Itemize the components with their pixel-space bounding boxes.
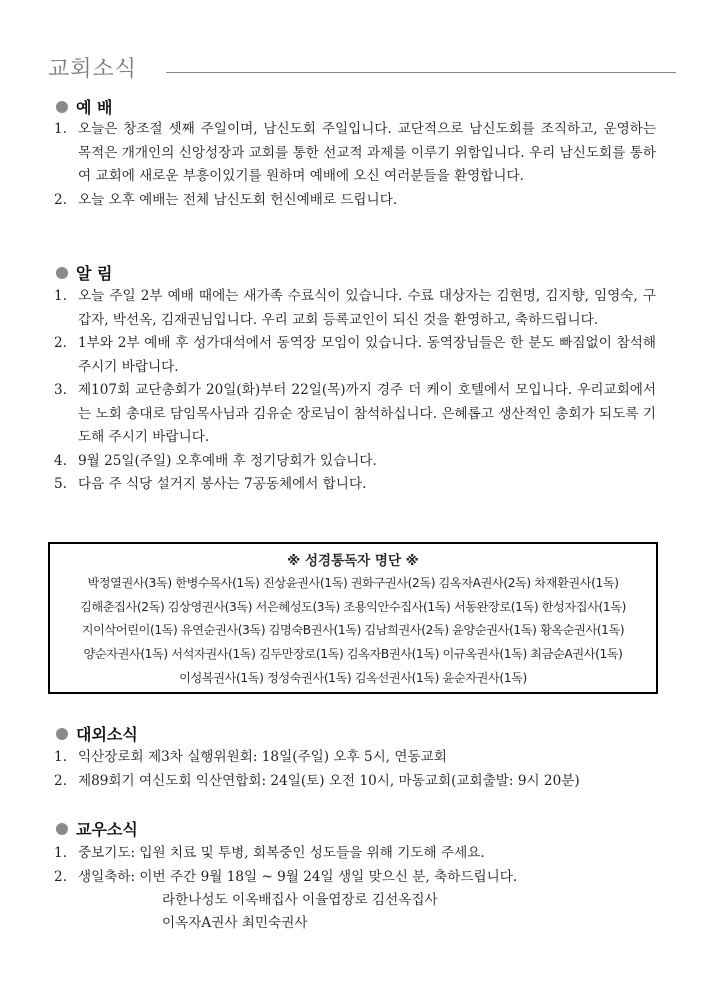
worship-list <box>54 118 656 212</box>
section-heading-external <box>56 722 138 745</box>
members-list <box>54 842 656 889</box>
section-heading-worship <box>56 95 112 118</box>
circle-bullet-icon <box>56 267 68 279</box>
notices-list <box>54 285 656 497</box>
list-item: 1. 오늘 주일 2부 예배 때에는 새가족 수료식이 있습니다. 수료 대상자는 김현명, 김지향, 임영숙, 구갑자, 박선옥, 김재권님입니다. 우리 교회 등록교인이 되신 것을 환영하고, 축하드립니다. <box>54 288 656 328</box>
list-item: 1. 오늘은 창조절 셋째 주일이며, 남신도회 주일입니다. 교단적으로 남신도회를 조직하고, 운영하는 목적은 개개인의 신앙성장과 교회를 통한 선교적 과제를 이루기 위함입니다. 우리 남신도회를 통하여 교회에 새로운 부흥이있기를 원하며 예배에 오신 여러분들을 환영합니다. <box>54 121 656 184</box>
list-item: 5. 다음 주 식당 설거지 봉사는 7공동체에서 합니다. <box>54 476 367 492</box>
list-item: 2. 제89회기 여신도회 익산연합회: 24일(토) 오전 10시, 마동교회(교회출발: 9시 20분) <box>54 772 580 789</box>
section-title: 알 림 <box>76 264 113 283</box>
external-list <box>54 746 656 793</box>
bible-readers-line: 지이삭어린이(1독) 유연순권사(3독) 김명숙B권사(1독) 김남희권사(2독) 윤양순권사(1독) 황옥순권사(1독) <box>81 623 625 638</box>
bible-readers-line: 이성복권사(1독) 정성숙권사(1독) 김옥선권사(1독) 윤순자권사(1독) <box>179 670 527 685</box>
section-heading-members <box>56 817 138 840</box>
bible-readers-box <box>48 542 658 694</box>
list-item: 2. 오늘 오후 예배는 전체 남신도회 헌신예배로 드립니다. <box>54 191 398 208</box>
list-item: 2. 생일축하: 이번 주간 9월 18일 ~ 9월 24일 생일 맞으신 분, 축하드립니다. <box>54 868 518 885</box>
section-title: 교우소식 <box>76 820 138 839</box>
list-item: 4. 9월 25일(주일) 오후예배 후 정기당회가 있습니다. <box>54 452 377 469</box>
list-item: 1. 중보기도: 입원 치료 및 투병, 회복중인 성도들을 위해 기도해 주세요. <box>54 845 485 861</box>
bible-readers-line: 박정열권사(3독) 한병수목사(1독) 진상윤권사(1독) 권화구권사(2독) 김옥자A권사(2독) 차재환권사(1독) <box>87 576 619 590</box>
bible-readers-line: 김해춘집사(2독) 김상영권사(3독) 서은혜성도(3독) 조용익안수집사(1독) 서동완장로(1독) 한성자집사(1독) <box>80 599 626 614</box>
list-item: 2. 1부와 2부 예배 후 성가대석에서 동역장 모임이 있습니다. 동역장님들은 한 분도 빠짐없이 참석해 주시기 바랍니다. <box>54 335 656 375</box>
section-heading-notices <box>56 261 112 284</box>
circle-bullet-icon <box>56 823 68 835</box>
section-title: 예 배 <box>76 98 113 117</box>
bible-readers-line: 양순자권사(1독) 서석자권사(1독) 김두만장로(1독) 김옥자B권사(1독) 이규옥권사(1독) 최금순A권사(1독) <box>83 647 623 662</box>
bible-readers-title: ※ 성경통독자 명단 ※ <box>287 553 419 569</box>
birthday-names-line: 라한나성도 이옥배집사 이율엽장로 김선옥집사 <box>162 892 438 908</box>
list-item: 1. 익산장로회 제3차 실행위원회: 18일(주일) 오후 5시, 연동교회 <box>54 749 447 765</box>
circle-bullet-icon <box>56 728 68 740</box>
section-title: 대외소식 <box>76 725 138 744</box>
circle-bullet-icon <box>56 101 68 113</box>
page-title: 교회소식 <box>48 57 138 82</box>
birthday-names-line: 이옥자A권사 최민숙권사 <box>162 915 308 931</box>
list-item: 3. 제107회 교단총회가 20일(화)부터 22일(목)까지 경주 더 케이 호텔에서 모입니다. 우리교회에서는 노회 총대로 담임목사님과 김유순 장로님이 참석하십니다. 은혜롭고 생산적인 총회가 되도록 기도해 주시기 바랍니다. <box>54 382 656 445</box>
title-divider <box>166 72 676 73</box>
